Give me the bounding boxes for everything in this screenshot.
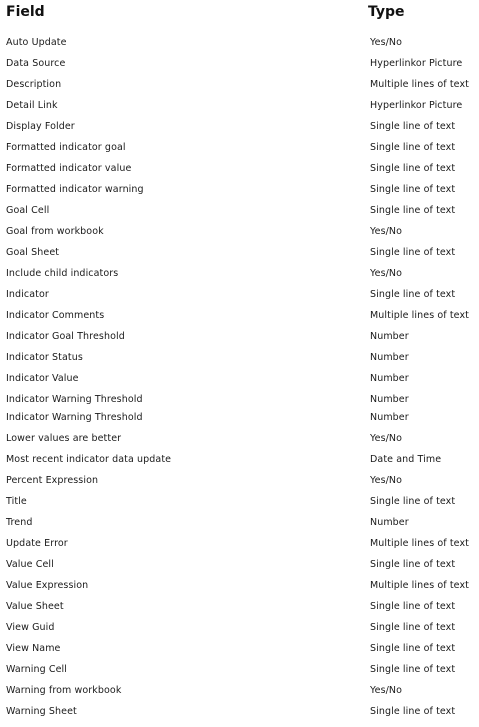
table-row [6,512,476,533]
field-name-cell: Trend [6,517,33,528]
field-type-cell: Number [370,412,409,423]
field-type-cell: Yes/No [370,475,403,486]
field-type-cell: Yes/No [370,685,403,696]
field-name-cell: View Guid [6,622,55,633]
field-name-cell: Title [6,496,27,507]
table-row [6,53,476,74]
field-type-cell: Single line of text [370,559,456,570]
table-row [6,137,476,158]
table-row [6,326,476,347]
field-type-cell: Single line of text [370,643,456,654]
field-type-cell: Multiple lines of text [370,79,469,90]
table-row [6,263,476,284]
table-row [6,491,476,512]
table-row [6,449,476,470]
field-name-cell: Indicator Value [6,373,79,384]
field-type-cell: Number [370,517,409,528]
table-row [6,617,476,638]
field-type-cell: Yes/No [370,268,403,279]
field-type-cell: Multiple lines of text [370,538,469,549]
field-name-cell: Display Folder [6,121,75,132]
field-name-cell: Formatted indicator warning [6,184,144,195]
field-name-cell: Percent Expression [6,475,99,486]
field-type-cell: Yes/No [370,433,403,444]
field-name-cell: Warning Cell [6,664,68,675]
table-row [6,428,476,449]
table-row [6,389,476,407]
table-row [6,32,476,53]
table-header [6,4,476,22]
field-name-cell: Goal from workbook [6,226,104,237]
table-row [6,659,476,680]
field-type-cell: Single line of text [370,184,456,195]
field-name-cell: Value Cell [6,559,54,570]
table-row [6,305,476,326]
table-row [6,200,476,221]
field-name-cell: Value Sheet [6,601,64,612]
table-row [6,701,476,722]
table-row [6,368,476,389]
field-name-cell: Lower values are better [6,433,122,444]
field-name-cell: Indicator Goal Threshold [6,331,125,342]
table-row [6,221,476,242]
field-name-cell: Warning from workbook [6,685,122,696]
field-name-cell: Indicator Warning Threshold [6,412,143,423]
field-name-cell: Detail Link [6,100,58,111]
field-type-cell: Date and Time [370,454,442,465]
table-row [6,638,476,659]
field-type-cell: Multiple lines of text [370,310,469,321]
field-type-cell: Single line of text [370,205,456,216]
field-type-cell: Single line of text [370,664,456,675]
table-row [6,407,476,428]
field-type-cell: Yes/No [370,37,403,48]
table-row [6,575,476,596]
field-name-cell: Auto Update [6,37,67,48]
field-type-cell: Number [370,331,409,342]
field-name-cell: Update Error [6,538,68,549]
table-row [6,596,476,617]
table-body [6,32,476,722]
field-type-cell: Multiple lines of text [370,580,469,591]
table-row [6,179,476,200]
field-type-cell: Single line of text [370,622,456,633]
table-row [6,554,476,575]
field-name-cell: Indicator Comments [6,310,105,321]
table-row [6,680,476,701]
field-name-cell: Value Expression [6,580,89,591]
table-row [6,284,476,305]
field-type-cell: Single line of text [370,121,456,132]
table-row [6,470,476,491]
field-name-cell: Indicator Warning Threshold [6,394,143,405]
table-row [6,242,476,263]
field-type-cell: Single line of text [370,601,456,612]
field-type-cell: Hyperlinkor Picture [370,58,463,69]
field-name-cell: View Name [6,643,61,654]
field-name-cell: Description [6,79,62,90]
field-type-cell: Number [370,373,409,384]
field-type-cell: Single line of text [370,496,456,507]
field-name-cell: Include child indicators [6,268,119,279]
field-type-cell: Yes/No [370,226,403,237]
field-name-cell: Goal Cell [6,205,50,216]
field-name-cell: Warning Sheet [6,706,77,717]
field-name-cell: Indicator Status [6,352,83,363]
field-type-cell: Single line of text [370,289,456,300]
field-type-cell: Number [370,394,409,405]
table-row [6,74,476,95]
field-name-cell: Indicator [6,289,49,300]
field-name-cell: Most recent indicator data update [6,454,172,465]
field-name-cell: Formatted indicator goal [6,142,126,153]
field-type-cell: Single line of text [370,142,456,153]
field-type-cell: Single line of text [370,706,456,717]
field-column-header: Field [6,4,45,20]
field-name-cell: Goal Sheet [6,247,60,258]
field-type-cell: Number [370,352,409,363]
type-column-header: Type [368,4,405,20]
table-row [6,116,476,137]
table-row [6,533,476,554]
field-type-cell: Single line of text [370,163,456,174]
field-type-cell: Hyperlinkor Picture [370,100,463,111]
table-row [6,158,476,179]
field-name-cell: Data Source [6,58,66,69]
table-row [6,347,476,368]
table-row [6,95,476,116]
field-type-cell: Single line of text [370,247,456,258]
field-name-cell: Formatted indicator value [6,163,132,174]
